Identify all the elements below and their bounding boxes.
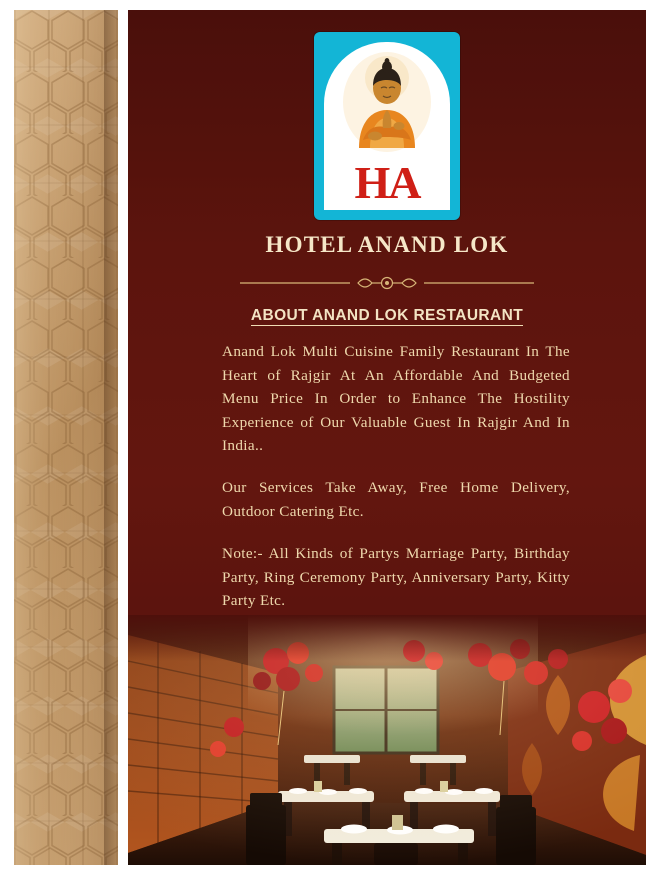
page-title: HOTEL ANAND LOK	[265, 232, 509, 257]
decorative-honeycomb-band	[14, 10, 118, 865]
seated-buddha-icon	[339, 48, 435, 158]
services-paragraph: Our Services Take Away, Free Home Delivery, Outdoor Catering Etc.	[222, 479, 570, 520]
logo-inner-card	[324, 42, 450, 210]
restaurant-interior-photo	[128, 615, 646, 865]
logo-monogram: HA	[354, 157, 420, 208]
ornamental-divider	[240, 272, 534, 294]
honeycomb-pattern	[14, 10, 118, 865]
about-heading-text: ABOUT ANAND LOK RESTAURANT	[250, 307, 524, 324]
logo	[314, 32, 460, 220]
about-heading	[128, 307, 646, 325]
main-panel	[128, 10, 646, 865]
note-paragraph: Note:- All Kinds of Partys Marriage Party, Birthday Party, Ring Ceremony Party, Anniversary Party, Kitty Party Etc.	[222, 545, 570, 609]
about-paragraph: Anand Lok Multi Cuisine Family Restaurant In The Heart of Rajgir At An Affordable And Budgeted Menu Price In Order to Enhance The Hostility Experience of Our Valuable Guest In Rajgir And In India..	[222, 343, 570, 454]
band-divider	[118, 10, 128, 865]
